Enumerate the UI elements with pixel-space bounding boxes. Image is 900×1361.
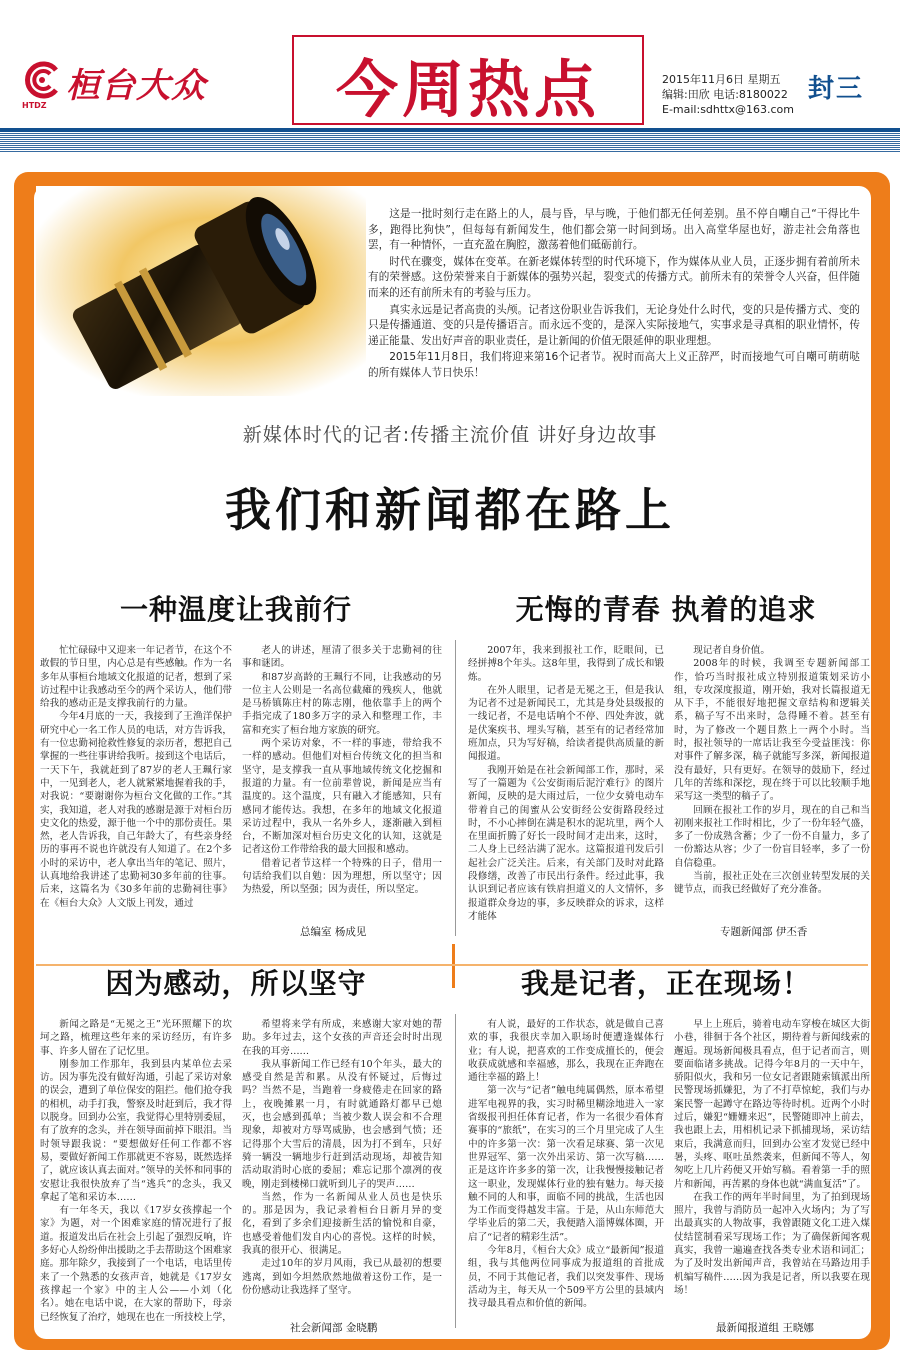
article-paragraph: 有人说，最好的工作状态，就是做自己喜欢的事，我很庆幸加入职场时便遭逢媒体行业；有人说，把喜欢的工作变成擅长的，便会收获成就感和幸福感，那么，我现在正奔跑在通往幸福的路上！ xyxy=(468,1019,664,1084)
issue-email: E-mail:sdhttx@163.com xyxy=(662,103,794,116)
article-column xyxy=(674,644,870,922)
cross-divider xyxy=(452,944,455,988)
section-title: 今周热点 xyxy=(335,53,600,126)
article-title: 无悔的青春 执着的追求 xyxy=(515,593,817,626)
article-paragraph: 在外人眼里，记者是无冕之王，但是我认为记者不过是新闻民工，尤其是身处县级报的一线记者，不是电话响个不停、四处奔波，就是伏案疾书、埋头写稿，甚至有的记者经常加班加点，只为写好稿，给读者提供高质量的新闻报道。 xyxy=(468,684,664,763)
article-column xyxy=(242,1018,442,1318)
article-column xyxy=(242,644,442,922)
article-paragraph: 在我工作的两年半时间里，为了拍到现场照片，我曾与消防员一起冲入火场内；为了写出最真实的人物故事，我曾跟随文化工进入煤仗结筐制看采写现场工作；为了确保新闻客观真实，我曾一遍遍查找各类专业术语和词汇；为了及时发出新闻声音，我曾站在马路边用手机编写稿件……因为我是记者，所以我要在现场！ xyxy=(674,1191,870,1296)
article-paragraph: 回顾在报社工作的岁月，现在的自己和当初刚来报社工作时相比，少了一份年轻气盛，多了一份成熟含蓄；少了一份不自量力，多了一份豁达从容；少了一份盲目轻率，多了一份自信稳重。 xyxy=(674,804,870,869)
subheadline: 新媒体时代的记者:传播主流价值 讲好身边故事 xyxy=(242,424,658,446)
article-paragraph: 2008年的时候，我调至专题新闻部工作，恰巧当时报社成立特别报道策划采访小组，专攻深度报道，刚开始，我对长篇报道无从下手，不能很好地把握文章结构和逻辑关系，稿子写不出来时，急得睡不着。甚至有时，为了修改一个题目熬上一两个小时。当时，报社领导的一席话让我至今受益匪浅：你对事件了解多深，稿子就能写多深，新闻报道没有最好，只有更好。在领导的鼓励下，经过几年的苦练和深挖，现在终于可以比较顺手地采写这一类型的稿子了。 xyxy=(674,658,870,803)
article-paragraph: 我从事新闻工作已经有10个年头，最大的感受自然是苦和累。从没有怀疑过，后悔过吗？当然不是，当跑着一身疲倦走在回家的路上，夜晚摊累一月，有时就通路灯都早已熄灭，也会感到孤单；当被少数人误会和不合理现象，却被对方辱骂威胁，也会感到气愤；还记得那个大雪后的清晨，因为打不到车，只好骑一辆没一辆地步行赶到活动现场，却被告知活动取消时心底的委屈；难忘记那个凛冽的夜晚，刚走到楼梯口就听到儿子的哭声…… xyxy=(242,1058,442,1190)
paper-logo-icon xyxy=(22,60,62,100)
article-paragraph: 今年8月，《桓台大众》成立“最新闻”报道组，我与其他两位同事成为报道组的首批成员，不同于其他记者，我们以突发事件、现场活动为主，每天从一个509平方公里的县域内找寻最具看点和价值的新闻。 xyxy=(468,1245,664,1310)
article-paragraph: 借着记者节这样一个特殊的日子，借用一句话给我们以自勉：因为理想，所以坚守；因为热爱，所以坚强；因为责任，所以坚定。 xyxy=(242,857,442,896)
issue-meta xyxy=(662,72,794,117)
issue-date: 2015年11月6日 星期五 xyxy=(662,73,781,86)
article-paragraph: 老人的讲述，厘清了很多关于忠勤祠的往事和谜团。 xyxy=(242,645,442,670)
intro-paragraph: 2015年11月8日，我们将迎来第16个记者节。祝时而高大上义正辞严，时而接地气可自嘲可萌萌哒的所有媒体人节日快乐！ xyxy=(368,351,860,379)
article-paragraph: 走过10年的岁月风雨，我已从最初的想要逃离，到如今坦然欣然地做着这份工作，是一份份感动让我选择了坚守。 xyxy=(242,1258,442,1296)
article-paragraph: 早上上班后，骑着电动车穿梭在城区大街小巷，徘徊于各个社区，期待着与新闻线索的邂逅。现场新闻极具看点，但于记者而言，则要面临诸多挑战。记得今年8月的一天中午，骄阳似火，我和另一位女记者跟随索镇派出所民警现场抓嫌犯，为了不打草惊蛇，我们与办案民警一起蹲守在路边等待时机。近两个小时过后，嫌犯“姗姗来迟”，民警随即冲上前去，我也跟上去，用相机记录下抓捕现场，采访结束后，我满意而归，回到办公室才发觉已经中暑，头疼、呕吐虽然袭来，但新闻不等人，匆匆吃上几片药便又开始写稿。看着第一手的照片和新闻，再苦累的身体也就“满血复活”了。 xyxy=(674,1019,870,1190)
masthead xyxy=(0,0,900,160)
intro-paragraph: 这是一批时刻行走在路上的人，晨与昏，早与晚，于他们都无任何差别。虽不停自嘲自己“干得比牛多，跑得比狗快”，但每每有新闻发生，他们都会第一时间到场。出入高堂华屋也好，游走社会角落也罢，有一种情怀，一直充盈在胸腔，激荡着他们砥砺前行。 xyxy=(368,208,860,252)
article-paragraph: 现记者自身价值。 xyxy=(693,645,770,656)
article-byline: 最新闻报道组 王晓娜 xyxy=(716,1322,814,1334)
column-divider xyxy=(455,640,456,936)
article-byline: 总编室 杨成见 xyxy=(300,926,367,938)
intro-paragraph: 真实永远是记者高贵的头颅。记者这份职业告诉我们，无论身处什么时代，变的只是传播方式、变的只是传播通道、变的只是传播语言。而永远不变的，是深入实际接地气，实事求是寻真相的职业情怀，传递正能量、发出好声音的职业责任，是让新闻的价值无限延伸的职业理想。 xyxy=(368,303,860,347)
article-column xyxy=(40,644,232,936)
article-paragraph: 刚参加工作那年，我到县内某单位去采访。因为事先没有做好沟通，引起了采访对象的误会，遭到了单位保安的阻拦。他们抢夺我的相机，动手打我，警察及时赶到后，我才得以脱身。回到办公室，我觉得心里特别委屈，有了放弃的念头，并在领导面前掉下眼泪。当时领导跟我说：“要想做好任何工作都不容易，要做好新闻工作那就更不容易，既然选择了，就应该认真去面对。”领导的关怀和同事的安慰让我很快放弃了当“逃兵”的念头，我又拿起了笔和采访本…… xyxy=(40,1058,232,1203)
article-title: 因为感动，所以坚守 xyxy=(105,967,367,1000)
logo-subtext: HTDZ xyxy=(22,101,47,110)
intro-text xyxy=(368,207,860,383)
paper-name: 桓台大众 xyxy=(66,66,206,106)
article-paragraph: 我刚开始是在社会新闻部工作，那时，采写了一篇题为《公安街雨后泥泞难行》的图片新闻，反映的是大雨过后，一位少女骑电动车带着自己的闺蜜从公安街经公安街路段经过时，不小心摔倒在满是积水的泥坑里，两个人在里面折腾了好长一段时间才走出来，这时，二人身上已经沾满了泥水。这篇报道刊发后引起社会广泛关注。后来，有关部门及时对此路段修缮，改善了市民出行条件。经过此事，我认识到记者应该有铁肩担道义的人文情怀，多报道群众身边的事，多反映群众的诉求，这样才能体 xyxy=(468,764,664,922)
article-paragraph: 第一次与“记者”触电纯属偶然，原本希望进军电视界的我，实习时稀里糊涂地进入一家省级报刊担任体育记者，作为一名很少看体育赛事的“旅纸”，在实习的三个月里完成了人生中的许多第一次：第一次看足球赛、第一次见世界冠军、第一次外出采访、第一次写稿……正是这许许多多的第一次，让我慢慢接触记者这一职业，发现媒体行业的独有魅力。每天接触不同的人和事，面临不同的挑战，生活也因为工作而变得越发丰富。于是，从山东师范大学毕业后的第二天，我便踏入淄博媒体圈，开启了“记者的精彩生活”。 xyxy=(468,1085,664,1243)
article-column xyxy=(468,1018,664,1336)
article-column xyxy=(40,1018,232,1336)
article-paragraph: 忙忙碌碌中又迎来一年记者节，在这个不敢假的节日里，内心总是有些感触。作为一名多年从事桓台地域文化报道的记者，想到了采访过程中让我感动至今的两个采访人，他们带给我的感动正是支撑我前行的力量。 xyxy=(40,645,232,710)
intro-paragraph: 时代在骤变，媒体在变革。在新老媒体转型的时代环境下，作为媒体从业人员，正逐步拥有着前所未有的荣誉感。这份荣誉来自于新媒体的强势兴起，裂变式的传播方式。前所未有的荣誉令人兴奋，但伴随而来的还有前所未有的考验与压力。 xyxy=(368,255,860,299)
article-title: 一种温度让我前行 xyxy=(119,593,352,626)
article-paragraph: 两个采访对象，不一样的事迹，带给我不一样的感动。但他们对桓台传统文化的担当和坚守，是支撑我一直从事地域传统文化挖掘和报道的力量。有一位前辈曾说，新闻是应当有温度的。这个温度，只有融入才能感知，只有感同才能传达。我想，在多年的地域文化报道采访过程中，我从一名外乡人，逐渐融入到桓台，不断加深对桓台历史文化的认知，这就是记者这份工作带给我的最大回报和感动。 xyxy=(242,738,442,856)
article-title: 我是记者，正在现场！ xyxy=(520,967,811,1000)
article-paragraph: 和87岁高龄的王珮行不同，让我感动的另一位主人公则是一名高位截瘫的残疾人，他就是马桥镇陈庄村的陈志刚，他依靠手上的两个手指完成了180多万字的录入和整理工作，丰富和充实了桓台地方家族的研究。 xyxy=(242,671,442,736)
article-paragraph: 今年4月底的一天，我接到了王渔洋保护研究中心一名工作人员的电话，对方告诉我，有一位忠勤祠抢救性修复的亲历者，想把自己掌握的一些往事讲给我听。接到这个电话后，一天下午，我就赶到了87岁的老人王珮行家中，一见到老人，老人就紧紧地握着我的手，对我说：“要谢谢你为桓台文化做的工作。”其实，我知道，老人对我的感谢是源于对桓台历史文化的热爱，源于他一个中的那份责任。果然，老人告诉我，自己年龄大了，有些亲身经历的事再不说也许就没有人知道了。在2个多小时的采访中，老人拿出当年的笔记、照片，认真地给我讲述了忠勤祠30多年前的往事。后来，这篇名为《30多年前的忠勤祠往事》在《桓台大众》人文版上刊发，通过 xyxy=(40,711,232,909)
masthead-band xyxy=(0,133,900,153)
column-divider xyxy=(455,1014,456,1328)
camera-lens-icon xyxy=(36,186,366,396)
article-byline: 社会新闻部 金晓鹏 xyxy=(290,1322,378,1334)
headline: 我们和新闻都在路上 xyxy=(225,483,675,537)
article-paragraph: 当然，作为一名新闻从业人员也是快乐的。那是因为，我记录着桓台日新月异的变化，看到了多余们迎接新生活的愉悦和自豪，也感受着他们发自内心的喜悦。这样的时候，我真的很开心、很满足。 xyxy=(242,1191,442,1257)
article-paragraph: 希望将来学有所成，来感谢大家对她的帮助。多年过去，这个女孩的声音还会时时出现在我的耳旁…… xyxy=(242,1019,442,1057)
article-byline: 专题新闻部 伊丕香 xyxy=(720,926,808,938)
article-paragraph: 有一年冬天，我以《17岁女孩撑起一个家》为题，对一个困难家庭的情况进行了报道。报道发出后在社会上引起了强烈反响，许多好心人纷纷伸出援助之手去帮助这个困难家庭。那年除夕，我接到了一个电话，电话里传来了一个熟悉的女孩声音，她就是《17岁女孩撑起一个家》中的主人公——小刘（化名）。她在电话中说，在大家的帮助下，母亲已经恢复了治疗，她现在也在一所技校上学， xyxy=(40,1205,232,1323)
article-paragraph: 2007年，我来到报社工作，眨眼间，已经拼搏8个年头。这8年里，我得到了成长和锻炼。 xyxy=(468,645,664,683)
article-column xyxy=(468,644,664,936)
issue-editor: 编辑:田欣 电话:8180022 xyxy=(662,88,788,101)
masthead-rule xyxy=(0,128,900,132)
article-paragraph: 新闻之路是“无冕之王”光环照耀下的坎坷之路，梳理这些年来的采访经历，有许多事、许多人留在了记忆里。 xyxy=(40,1019,232,1057)
article-paragraph: 当前，报社正处在三次创业转型发展的关键节点，而我已经做好了充分准备。 xyxy=(674,871,870,896)
section-title-box xyxy=(292,35,644,125)
page-label: 封三 xyxy=(808,74,865,104)
article-column xyxy=(674,1018,870,1318)
